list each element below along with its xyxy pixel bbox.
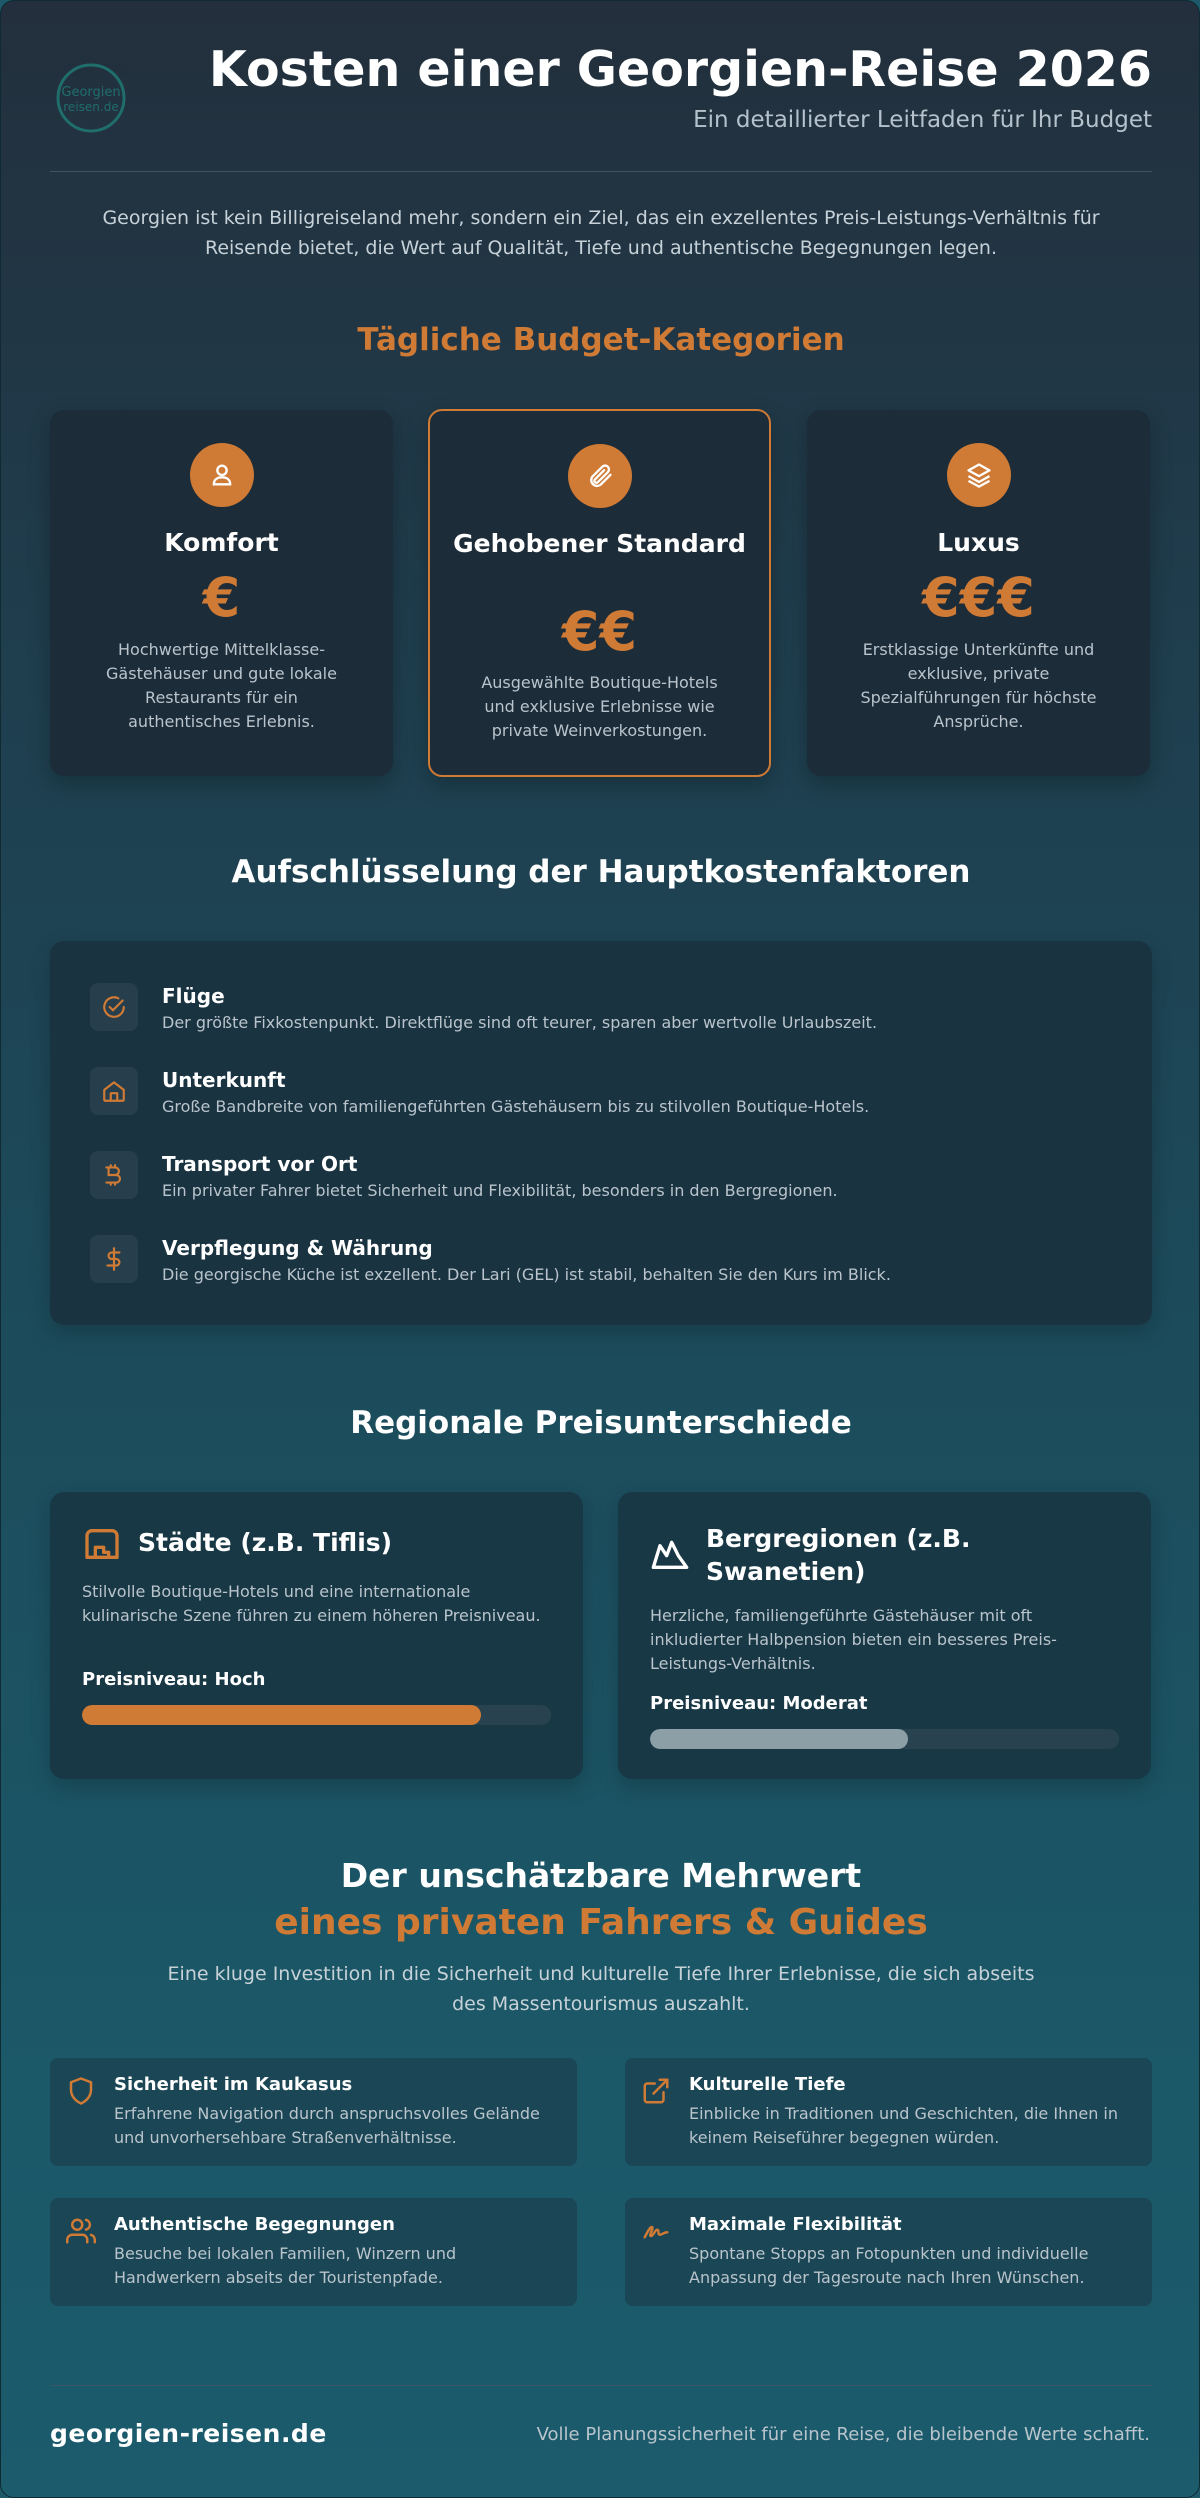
- storefront-icon: [82, 1524, 122, 1564]
- factors-panel: [50, 941, 1152, 1325]
- check-circle-icon: [90, 983, 138, 1031]
- budget-card-title: Komfort: [164, 528, 279, 557]
- regional-card-description: Herzliche, familiengeführte Gästehäuser mit oft inkludierter Halbpension bieten ein besseres Preis-Leistungs-Verhältnis.: [650, 1606, 1057, 1673]
- price-level-label: Preisniveau: Moderat: [650, 1693, 868, 1714]
- factor-title: Flüge: [162, 984, 225, 1008]
- value-card-title: Maximale Flexibilität: [689, 2214, 902, 2235]
- value-card-title: Kulturelle Tiefe: [689, 2074, 846, 2095]
- footer-brand[interactable]: georgien-reisen.de: [50, 2419, 327, 2448]
- value-card-title: Sicherheit im Kaukasus: [114, 2074, 353, 2095]
- signature-icon: [641, 2216, 671, 2246]
- footer-divider: [50, 2385, 1152, 2386]
- layers-icon: [947, 443, 1011, 507]
- header-divider: [50, 171, 1152, 172]
- intro-text: Georgien ist kein Billigreiseland mehr, sondern ein Ziel, das ein exzellentes Preis-Leistungs-Verhältnis für Reisende bietet, die Wert auf Qualität, Tiefe und authentische Begegnungen legen.: [102, 207, 1100, 259]
- factors-section-title: Aufschlüsselung der Hauptkostenfaktoren: [231, 854, 971, 890]
- budget-card-description: Erstklassige Unterkünfte und exklusive, private Spezialführungen für höchste Ansprüche.: [860, 640, 1097, 731]
- budget-card-symbol: €€€: [922, 566, 1035, 629]
- value-title-line1: Der unschätzbare Mehrwert: [340, 1856, 862, 1895]
- budget-card-symbol: €€: [561, 600, 638, 663]
- budget-card-gehoben: [428, 409, 771, 777]
- budget-card-komfort: [50, 410, 393, 776]
- regional-card-description: Stilvolle Boutique-Hotels und eine internationale kulinarische Szene führen zu einem höheren Preisniveau.: [82, 1582, 541, 1625]
- bitcoin-icon: [90, 1151, 138, 1199]
- value-title-line2: eines privaten Fahrers & Guides: [274, 1902, 928, 1943]
- logo: [50, 57, 132, 139]
- price-level-bar: [82, 1705, 551, 1725]
- header: [50, 41, 1152, 171]
- budget-card-title: Luxus: [937, 528, 1020, 557]
- page-subtitle: Ein detaillierter Leitfaden für Ihr Budget: [693, 107, 1152, 133]
- paperclip-icon: [568, 444, 632, 508]
- value-card-description: Besuche bei lokalen Familien, Winzern und Handwerkern abseits der Touristenpfade.: [114, 2244, 457, 2287]
- factor-item: [90, 983, 1110, 1043]
- budget-card-title: Gehobener Standard: [453, 529, 746, 558]
- value-card: [50, 2198, 577, 2306]
- factor-title: Transport vor Ort: [162, 1152, 358, 1176]
- logo-text-1: Georgien: [61, 85, 121, 100]
- dollar-icon: [90, 1235, 138, 1283]
- external-link-icon: [641, 2076, 671, 2106]
- users-icon: [66, 2216, 96, 2246]
- regional-card-cities: [50, 1492, 583, 1779]
- factor-item: [90, 1151, 1110, 1211]
- price-level-fill: [650, 1729, 908, 1749]
- factor-description: Die georgische Küche ist exzellent. Der Lari (GEL) ist stabil, behalten Sie den Kurs im Blick.: [162, 1265, 891, 1284]
- value-card-title: Authentische Begegnungen: [114, 2214, 395, 2235]
- price-level-label: Preisniveau: Hoch: [82, 1669, 266, 1690]
- regional-card-title: Städte (z.B. Tiflis): [138, 1528, 393, 1557]
- regional-card-title: Bergregionen (z.B. Swanetien): [706, 1524, 971, 1586]
- value-card-description: Erfahrene Navigation durch anspruchsvolles Gelände und unvorhersehbare Straßenverhältnisse.: [114, 2104, 540, 2147]
- logo-text-2: reisen.de: [63, 100, 119, 114]
- regional-section-title: Regionale Preisunterschiede: [350, 1405, 852, 1441]
- footer-tagline: Volle Planungssicherheit für eine Reise, die bleibende Werte schafft.: [536, 2424, 1150, 2445]
- budget-card-description: Ausgewählte Boutique-Hotels und exklusive Erlebnisse wie private Weinverkostungen.: [481, 673, 718, 740]
- factor-item: [90, 1235, 1110, 1295]
- budget-section-title: Tägliche Budget-Kategorien: [357, 322, 845, 358]
- value-card: [50, 2058, 577, 2166]
- factor-description: Der größte Fixkostenpunkt. Direktflüge sind oft teurer, sparen aber wertvolle Urlaubszeit.: [162, 1013, 878, 1032]
- value-card-description: Einblicke in Traditionen und Geschichten, die Ihnen in keinem Reiseführer begegnen würden.: [689, 2104, 1118, 2147]
- factor-title: Unterkunft: [162, 1068, 286, 1092]
- user-icon: [190, 443, 254, 507]
- budget-card-luxus: [807, 410, 1150, 776]
- mountain-icon: [650, 1534, 690, 1574]
- budget-card-description: Hochwertige Mittelklasse-Gästehäuser und gute lokale Restaurants für ein authentisches Erlebnis.: [106, 640, 337, 731]
- factor-title: Verpflegung & Währung: [162, 1236, 433, 1260]
- shield-icon: [66, 2076, 96, 2106]
- value-intro: Eine kluge Investition in die Sicherheit und kulturelle Tiefe Ihrer Erlebnisse, die sich abseits des Massentourismus auszahlt.: [167, 1963, 1035, 2015]
- factor-item: [90, 1067, 1110, 1127]
- page-title: Kosten einer Georgien-Reise 2026: [208, 41, 1152, 98]
- value-card: [625, 2198, 1152, 2306]
- home-icon: [90, 1067, 138, 1115]
- value-card: [625, 2058, 1152, 2166]
- price-level-fill: [82, 1705, 481, 1725]
- value-card-description: Spontane Stopps an Fotopunkten und individuelle Anpassung der Tagesroute nach Ihren Wünschen.: [689, 2244, 1089, 2287]
- price-level-bar: [650, 1729, 1119, 1749]
- regional-card-mountains: [618, 1492, 1151, 1779]
- budget-card-symbol: €: [202, 566, 241, 629]
- factor-description: Große Bandbreite von familiengeführten Gästehäusern bis zu stilvollen Boutique-Hotels.: [162, 1097, 870, 1116]
- factor-description: Ein privater Fahrer bietet Sicherheit und Flexibilität, besonders in den Bergregionen.: [162, 1181, 838, 1200]
